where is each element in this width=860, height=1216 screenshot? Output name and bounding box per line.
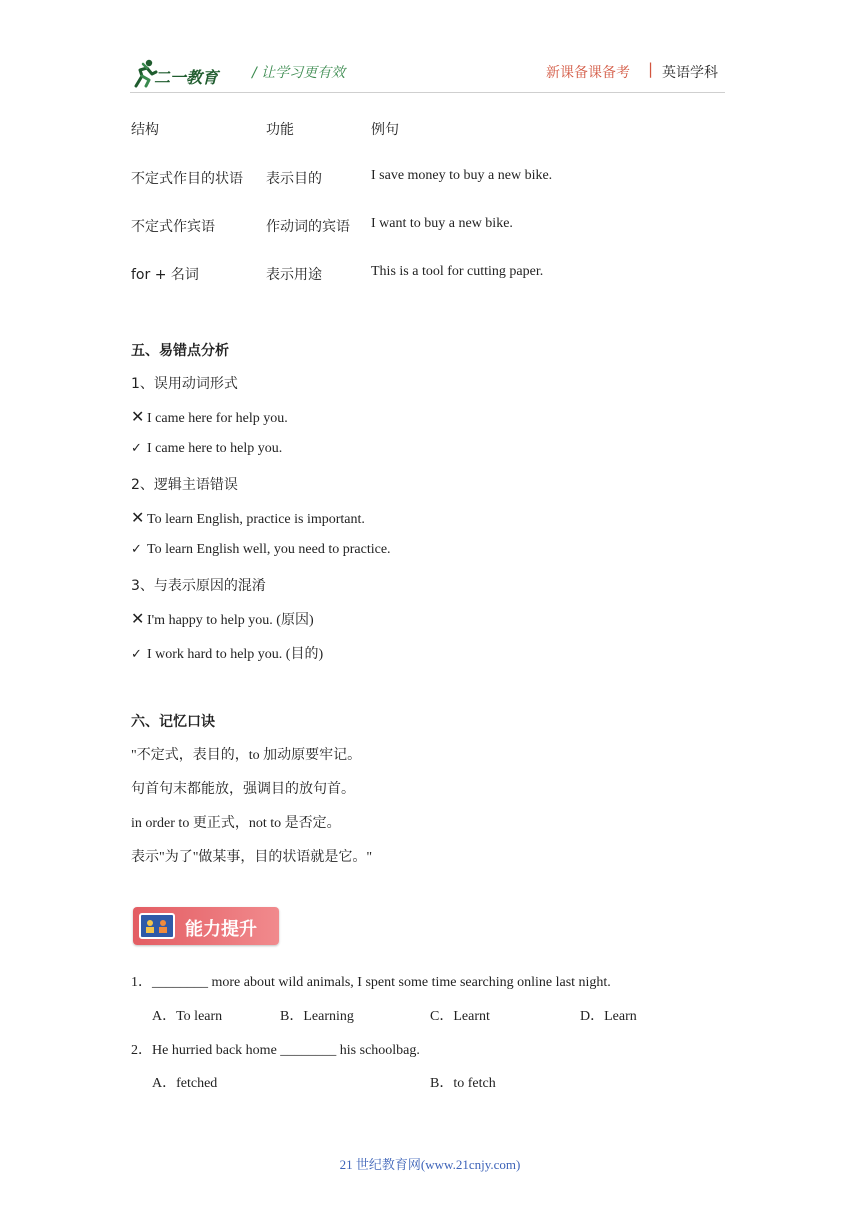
mistake-label: 2、逻辑主语错误 xyxy=(131,477,238,493)
check-icon: ✓ xyxy=(131,441,142,456)
question-stem: 1．________ more about wild animals, I spent some time searching online last night. xyxy=(131,975,611,990)
option-d[interactable]: D．Learn xyxy=(580,1009,637,1024)
section-title-mistakes: 五、易错点分析 xyxy=(131,343,229,359)
classroom-icon xyxy=(139,913,175,939)
wrong-icon: ✕ xyxy=(131,508,145,527)
table-cell: 不定式作目的状语 xyxy=(131,171,243,187)
logo xyxy=(132,56,242,90)
right-example: ✓ I work hard to help you. (目的) xyxy=(131,647,324,662)
footer-source[interactable]: 21 世纪教育网(www.21cnjy.com) xyxy=(339,1157,521,1172)
option-b[interactable]: B．to fetch xyxy=(430,1076,496,1091)
check-icon: ✓ xyxy=(131,647,142,662)
mnemonic-line: in order to 更正式，not to 是否定。 xyxy=(131,816,341,831)
table-cell: for + 名词 xyxy=(131,267,199,283)
option-a[interactable]: A．fetched xyxy=(152,1076,218,1091)
table-cell: 不定式作宾语 xyxy=(131,219,215,235)
banner-label: 能力提升 xyxy=(185,919,257,940)
header-separator: | xyxy=(648,60,654,78)
mnemonic-line: 表示"为了"做某事，目的状语就是它。" xyxy=(131,850,373,865)
wrong-example: ✕ To learn English, practice is important. xyxy=(131,508,365,527)
wrong-example: ✕ I came here for help you. xyxy=(131,407,288,426)
slogan: / 让学习更有效 xyxy=(252,65,346,81)
table-cell: I save money to buy a new bike. xyxy=(371,168,553,183)
header-tagline: 新课备课备考 xyxy=(546,65,630,81)
mistake-label: 3、与表示原因的混淆 xyxy=(131,578,266,594)
ability-banner xyxy=(133,907,279,945)
table-header-example: 例句 xyxy=(371,122,399,138)
table-cell: I want to buy a new bike. xyxy=(371,216,513,231)
right-example: ✓ To learn English well, you need to practice. xyxy=(131,542,391,557)
table-header-function: 功能 xyxy=(266,122,294,138)
mistake-label: 1、误用动词形式 xyxy=(131,376,238,392)
logo-text: 二一教育 xyxy=(154,68,219,87)
check-icon: ✓ xyxy=(131,542,142,557)
wrong-icon: ✕ xyxy=(131,407,145,426)
table-cell: 表示用途 xyxy=(266,267,322,283)
option-c[interactable]: C．Learnt xyxy=(430,1009,490,1024)
question-stem: 2．He hurried back home ________ his schoolbag. xyxy=(131,1043,420,1058)
table-header-structure: 结构 xyxy=(131,122,159,138)
option-b[interactable]: B．Learning xyxy=(280,1009,354,1024)
header-subject: 英语学科 xyxy=(662,65,718,81)
wrong-icon: ✕ xyxy=(131,609,145,628)
mnemonic-line: "不定式，表目的，to 加动原要牢记。 xyxy=(131,748,362,763)
option-a[interactable]: A．To learn xyxy=(152,1009,223,1024)
section-title-mnemonic: 六、记忆口诀 xyxy=(131,714,215,730)
right-example: ✓ I came here to help you. xyxy=(131,441,283,456)
header-divider xyxy=(130,92,725,93)
table-cell: 表示目的 xyxy=(266,171,322,187)
mnemonic-line: 句首句末都能放，强调目的放句首。 xyxy=(131,782,355,797)
wrong-example: ✕ I'm happy to help you. (原因) xyxy=(131,609,314,628)
table-cell: 作动词的宾语 xyxy=(266,219,350,235)
table-cell: This is a tool for cutting paper. xyxy=(371,264,544,279)
